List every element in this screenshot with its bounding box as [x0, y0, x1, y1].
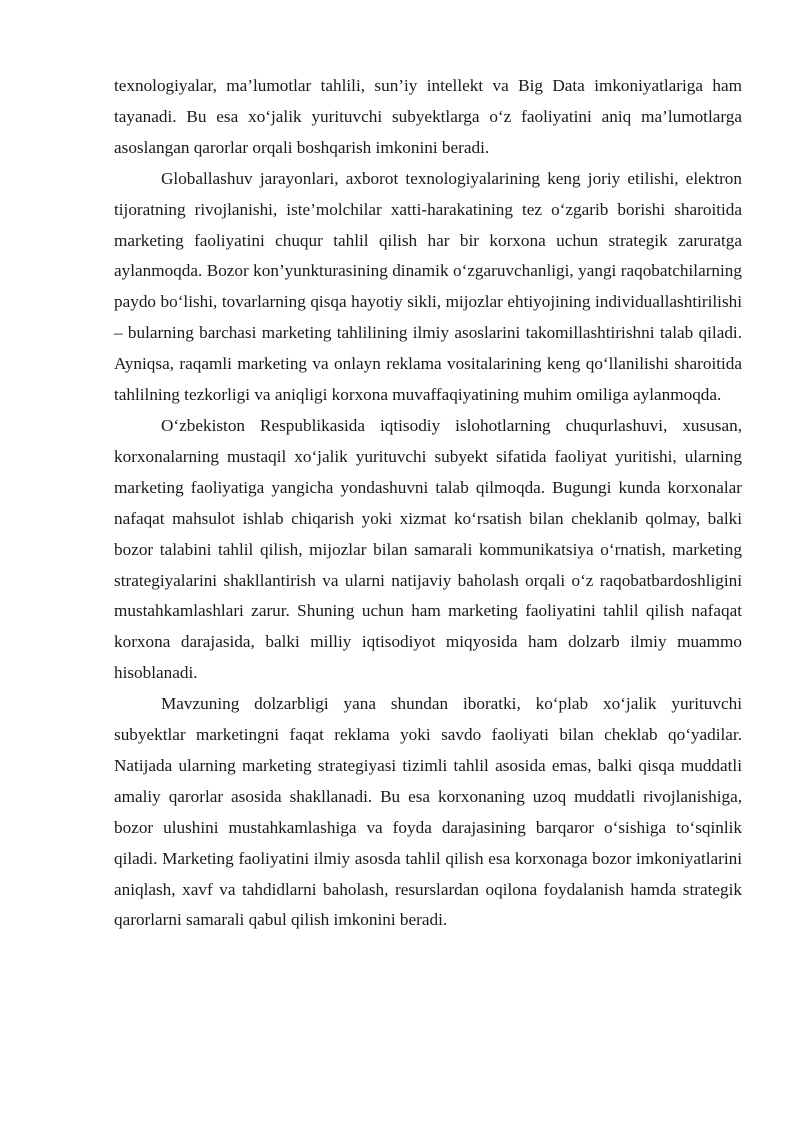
paragraph-topic-relevance: Mavzuning dolzarbligi yana shundan iboratki, ko‘plab xo‘jalik yurituvchi subyektlar marketingni faqat reklama yoki savdo faoliyati bilan cheklab qo‘yadilar. Natijada ularning marketing strategiyasi tizimli tahlil asosida emas, balki qisqa muddatli amaliy qarorlar asosida shakllanadi. Bu esa korxonaning uzoq muddatli rivojlanishiga, bozor ulushini mustahkamlashiga va foyda darajasining barqaror o‘sishiga to‘sqinlik qiladi. Marketing faoliyatini ilmiy asosda tahlil qilish esa korxonaga bozor imkoniyatlarini aniqlash, xavf va tahdidlarni baholash, resurslardan oqilona foydalanish hamda strategik qarorlarni samarali qabul qilish imkonini beradi. [114, 694, 742, 930]
paragraph-uzbekistan-reforms: O‘zbekiston Respublikasida iqtisodiy islohotlarning chuqurlashuvi, xususan, korxonalarning mustaqil xo‘jalik yurituvchi subyekt sifatida faoliyat yuritishi, ularning marketing faoliyatiga yangicha yondashuvni talab qilmoqda. Bugungi kunda korxonalar nafaqat mahsulot ishlab chiqarish yoki xizmat ko‘rsatish bilan cheklanib qolmay, balki bozor talabini tahlil qilish, mijozlar bilan samarali kommunikatsiya o‘rnatish, marketing strategiyalarini shakllantirish va ularni natijaviy baholash orqali o‘z raqobatbardoshligini mustahkamlashlari zarur. Shuning uchun ham marketing faoliyatini tahlil qilish nafaqat korxona darajasida, balki milliy iqtisodiyot miqyosida ham dolzarb ilmiy muammo hisoblanadi. [114, 415, 742, 683]
document-page [114, 71, 742, 936]
paragraph-continuation: texnologiyalar, ma’lumotlar tahlili, sun’iy intellekt va Big Data imkoniyatlariga ham tayanadi. Bu esa xo‘jalik yurituvchi subyektlarga o‘z faoliyatini aniq ma’lumotlarga asoslangan qarorlar orqali boshqarish imkonini beradi. [114, 76, 742, 157]
paragraph-globalization: Globallashuv jarayonlari, axborot texnologiyalarining keng joriy etilishi, elektron tijoratning rivojlanishi, iste’molchilar xatti-harakatining tez o‘zgarib borishi sharoitida marketing faoliyatini chuqur tahlil qilish har bir korxona uchun strategik zaruratga aylanmoqda. Bozor kon’yunkturasining dinamik o‘zgaruvchanligi, yangi raqobatchilarning paydo bo‘lishi, tovarlarning qisqa hayotiy sikli, mijozlar ehtiyojining individuallashtirilishi – bularning barchasi marketing tahlilining ilmiy asoslarini takomillashtirishni talab qiladi. Ayniqsa, raqamli marketing va onlayn reklama vositalarining keng qo‘llanilishi sharoitida tahlilning tezkorligi va aniqligi korxona muvaffaqiyatining muhim omiliga aylanmoqda. [114, 168, 742, 405]
